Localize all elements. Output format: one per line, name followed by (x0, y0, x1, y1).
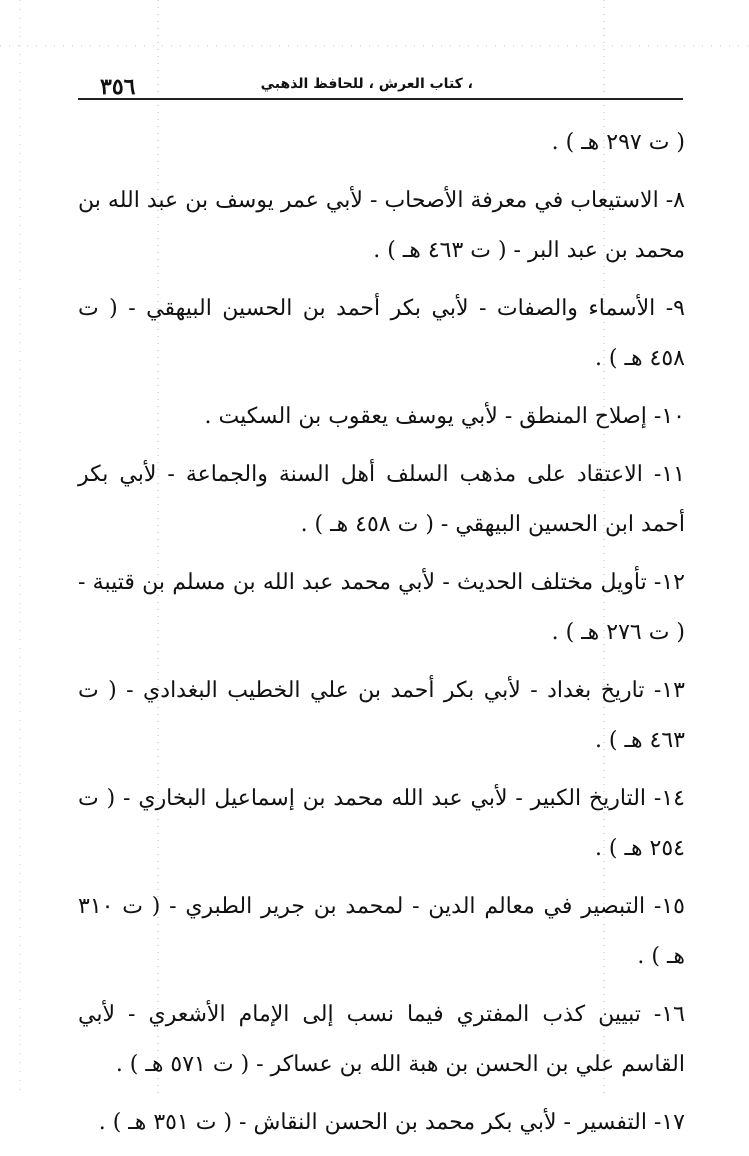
list-item (78, 1098, 685, 1148)
page-number: ٣٥٦ (100, 74, 136, 100)
bibliography-list (78, 118, 685, 1156)
list-item (78, 666, 685, 766)
list-item (78, 284, 685, 384)
list-item (78, 774, 685, 874)
entry-text: ١٦- تبيين كذب المفتري فيما نسب إلى الإمام الأشعري - لأبي القاسم علي بن الحسن بن هبة الله بن عساكر - ( ت ٥٧١ هـ ) . (78, 1002, 685, 1077)
entry-text: ١٢- تأويل مختلف الحديث - لأبي محمد عبد الله بن مسلم بن قتيبة - ( ت ٢٧٦ هـ ) . (78, 570, 685, 645)
running-title: ، كتاب العرش ، للحافظ الذهبي (260, 76, 473, 92)
list-item (78, 118, 685, 168)
list-item (78, 882, 685, 982)
list-item (78, 450, 685, 550)
entry-text: ١٠- إصلاح المنطق - لأبي يوسف يعقوب بن السكيت . (204, 404, 685, 429)
entry-text: ١١- الاعتقاد على مذهب السلف أهل السنة والجماعة - لأبي بكر أحمد ابن الحسين البيهقي - ( ت ٤٥٨ هـ ) . (78, 462, 685, 537)
list-item (78, 990, 685, 1090)
list-item (78, 558, 685, 658)
entry-text: ( ت ٢٩٧ هـ ) . (551, 130, 685, 155)
entry-text: ١٣- تاريخ بغداد - لأبي بكر أحمد بن علي الخطيب البغدادي - ( ت ٤٦٣ هـ ) . (78, 678, 685, 753)
list-item (78, 392, 685, 442)
entry-text: ١٧- التفسير - لأبي بكر محمد بن الحسن النقاش - ( ت ٣٥١ هـ ) . (98, 1110, 685, 1135)
page-header (78, 68, 683, 100)
entry-text: ٨- الاستيعاب في معرفة الأصحاب - لأبي عمر يوسف بن عبد الله بن محمد بن عبد البر - ( ت ٤٦٣ هـ ) . (78, 188, 685, 263)
entry-text: ١٥- التبصير في معالم الدين - لمحمد بن جرير الطبري - ( ت ٣١٠ هـ ) . (78, 894, 685, 969)
entry-text: ١٤- التاريخ الكبير - لأبي عبد الله محمد بن إسماعيل البخاري - ( ت ٢٥٤ هـ ) . (78, 786, 685, 861)
list-item (78, 176, 685, 276)
entry-text: ٩- الأسماء والصفات - لأبي بكر أحمد بن الحسين البيهقي - ( ت ٤٥٨ هـ ) . (78, 296, 685, 371)
